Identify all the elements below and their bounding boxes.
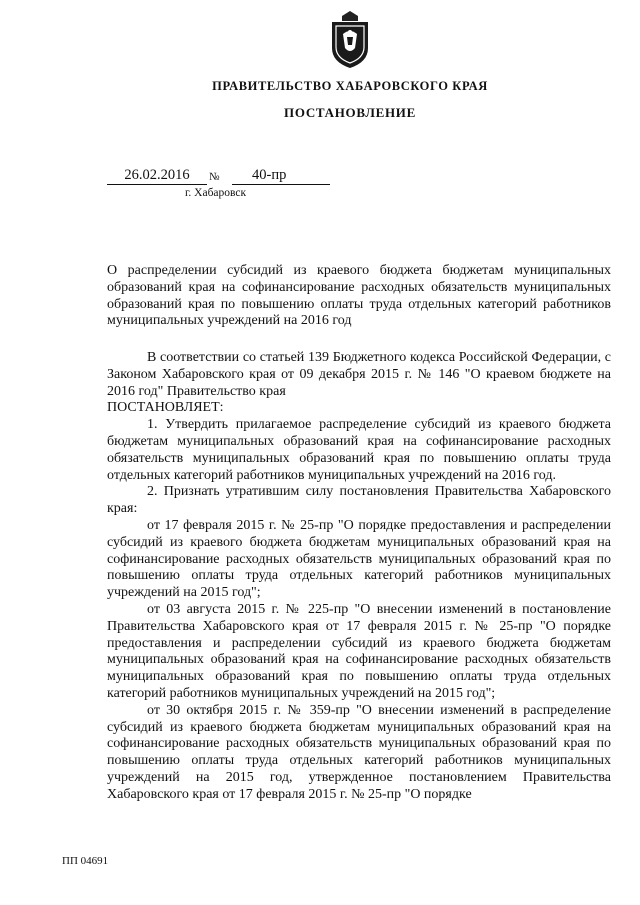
footer-code: ПП 04691 bbox=[62, 855, 109, 867]
intro-paragraph: В соответствии со статьей 139 Бюджетного кодекса Российской Федерации, с Законом Хабаровского края от 09 декабря 2015 г. № 146 "О краевом бюджете на 2016 год" Правительство края bbox=[107, 350, 611, 399]
number-sign: № bbox=[209, 171, 220, 183]
item-2-decree-25: от 17 февраля 2015 г. № 25-пр "О порядке предоставления и распределении субсидий из краевого бюджета бюджетам муниципальных образований края на софинансирование расходных обязательств муниципальных образований края по повышению оплаты труда отдельных категорий работников муниципальных учреждений на 2015 год"; bbox=[107, 517, 611, 601]
document-number: 40-пр bbox=[232, 166, 330, 185]
coat-of-arms-icon bbox=[328, 10, 372, 70]
document-type: ПОСТАНОВЛЕНИЕ bbox=[284, 105, 416, 120]
document-body bbox=[107, 350, 611, 804]
city: г. Хабаровск bbox=[185, 187, 247, 199]
document-title: О распределении субсидий из краевого бюджета бюджетам муниципальных образований края на софинансирование расходных обязательств муниципальных образований края по повышению оплаты труда отдельных категорий работников муниципальных учреждений на 2016 год bbox=[107, 263, 611, 329]
item-2: 2. Признать утратившим силу постановления Правительства Хабаровского края: bbox=[107, 484, 611, 517]
government-name: ПРАВИТЕЛЬСТВО ХАБАРОВСКОГО КРАЯ bbox=[212, 79, 488, 93]
item-2-decree-225: от 03 августа 2015 г. № 225-пр "О внесении изменений в постановление Правительства Хабаровского края от 17 февраля 2015 г. № 25-пр "О порядке предоставления и распределении субсидий из краевого бюджета бюджетам муниципальных образований края на софинансирование расходных обязательств муниципальных образований края по повышению оплаты труда отдельных категорий работников муниципальных учреждений на 2015 год"; bbox=[107, 601, 611, 701]
resolves-heading: ПОСТАНОВЛЯЕТ: bbox=[107, 400, 224, 416]
document-date: 26.02.2016 bbox=[107, 166, 207, 185]
item-2-decree-359: от 30 октября 2015 г. № 359-пр "О внесении изменений в распределение субсидий из краевого бюджета бюджетам муниципальных образований края на софинансирование расходных обязательств муниципальных образований края по повышению оплаты труда отдельных категорий работников муниципальных учреждений на 2015 год, утвержденное постановлением Правительства Хабаровского края от 17 февраля 2015 г. № 25-пр "О порядке bbox=[107, 702, 611, 802]
item-1: 1. Утвердить прилагаемое распределение субсидий из краевого бюджета бюджетам муниципальных образований края на софинансирование расходных обязательств муниципальных образований края по повышению оплаты труда отдельных категорий работников муниципальных учреждений на 2016 год. bbox=[107, 417, 611, 483]
